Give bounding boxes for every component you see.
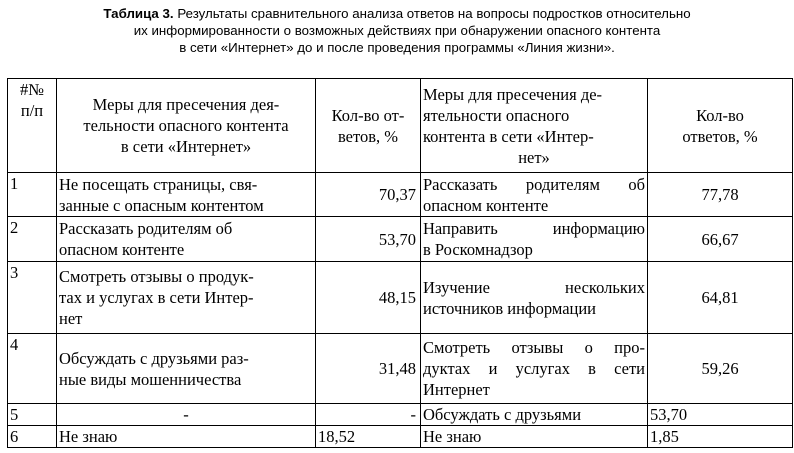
row-value-after: 59,26 [648,334,793,404]
row-num: 3 [8,262,57,334]
header-num: #№ п/п [8,79,57,173]
row-measure-after: Не знаю [421,426,648,448]
row-measure-before: Обсуждать с друзьями раз- ные виды мошенничества [57,334,316,404]
row-measure-before: - [57,404,316,426]
row-measure-before: Не знаю [57,426,316,448]
row-measure-after: Направить информацию в Роскомнадзор [421,217,648,262]
header-row [8,79,793,173]
row-value-before: 48,15 [316,262,421,334]
row-value-before: 18,52 [316,426,421,448]
table-row [8,262,793,334]
row-value-before: 53,70 [316,217,421,262]
caption-label: Таблица 3. [103,6,174,21]
header-count-after: Кол-во ответов, % [648,79,793,173]
table-row [8,404,793,426]
caption-line-1 [0,5,794,22]
table-row [8,334,793,404]
caption-line-2: их информированности о возможных действиях при обнаружении опасного контента [133,23,661,38]
row-measure-after: Рассказать родителям об опасном контенте [421,173,648,217]
row-num: 6 [8,426,57,448]
table-caption [0,5,794,56]
header-count-before: Кол-во от- ветов, % [316,79,421,173]
row-value-before: 31,48 [316,334,421,404]
caption-line-3: в сети «Интернет» до и после проведения программы «Линия жизни». [179,40,615,55]
row-num: 4 [8,334,57,404]
row-num: 5 [8,404,57,426]
row-value-after: 53,70 [648,404,793,426]
row-measure-before: Рассказать родителям об опасном контенте [57,217,316,262]
row-value-after: 1,85 [648,426,793,448]
row-value-before: 70,37 [316,173,421,217]
row-value-before: - [316,404,421,426]
row-measure-after: Обсуждать с друзьями [421,404,648,426]
header-measures-after: Меры для пресечения де- ятельности опасного контента в сети «Интер- нет» [421,79,648,173]
table-row [8,173,793,217]
table-row [8,426,793,448]
row-measure-before: Смотреть отзывы о продук- тах и услугах в сети Интер- нет [57,262,316,334]
results-table [7,78,793,448]
table-row [8,217,793,262]
row-measure-after: Смотреть отзывы о про- дуктах и услугах в сети Интернет [421,334,648,404]
row-value-after: 77,78 [648,173,793,217]
row-value-after: 64,81 [648,262,793,334]
row-value-after: 66,67 [648,217,793,262]
header-measures-before: Меры для пресечения дея- тельности опасного контента в сети «Интернет» [57,79,316,173]
row-measure-after: Изучение нескольких источников информации [421,262,648,334]
row-measure-before: Не посещать страницы, свя- занные с опасным контентом [57,173,316,217]
caption-text-1: Результаты сравнительного анализа ответов на вопросы подростков относительно [177,6,691,21]
row-num: 1 [8,173,57,217]
row-num: 2 [8,217,57,262]
